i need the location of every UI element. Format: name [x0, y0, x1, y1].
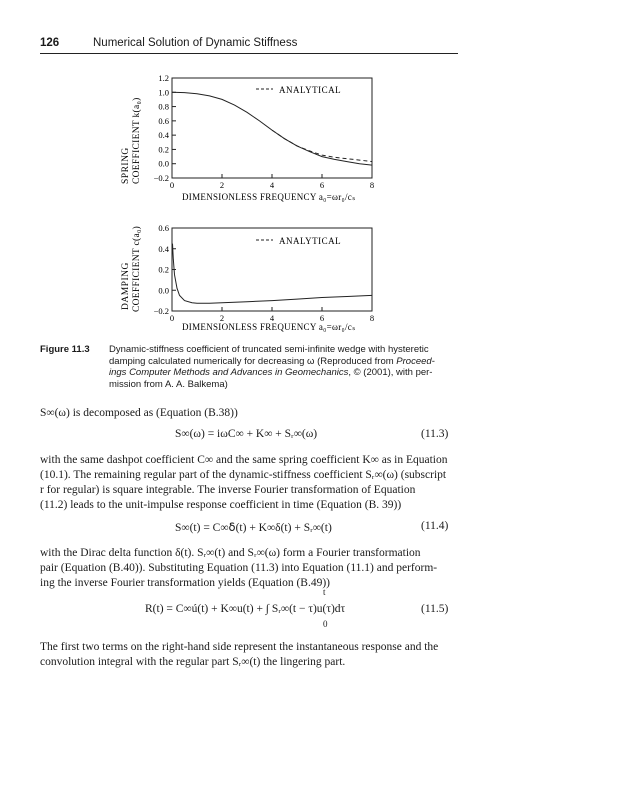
y-tick-label: 0.0	[158, 285, 169, 296]
paragraph-1: S∞(ω) is decomposed as (Equation (B.38))	[40, 407, 238, 419]
y-tick-label: 1.0	[158, 87, 169, 98]
spring-ylabel-line1: SPRING	[121, 147, 131, 184]
damping-coefficient-chart	[100, 220, 400, 335]
spring-plot-frame	[172, 78, 372, 178]
paragraph-4	[40, 640, 460, 670]
x-tick-label: 0	[169, 313, 175, 323]
spring-legend-label: ANALYTICAL	[279, 85, 342, 95]
x-tick-label: 8	[369, 313, 375, 323]
x-tick-label: 2	[219, 180, 225, 190]
y-tick-label: 0.2	[158, 144, 169, 155]
equation-11-3-number: (11.3)	[421, 428, 449, 440]
x-tick-label: 4	[269, 313, 275, 323]
x-tick-label: 2	[219, 313, 225, 323]
caption-line-3: ings Computer Methods and Advances in Geomechanics, © (2001), with per-	[109, 367, 433, 378]
running-title: Numerical Solution of Dynamic Stiffness	[93, 37, 298, 49]
paragraph-3-line: with the Dirac delta function δ(t). Sᵣ∞(t) and Sᵣ∞(ω) form a Fourier transformation	[40, 547, 421, 559]
x-tick-label: 6	[319, 313, 325, 323]
paragraph-2-line: (11.2) leads to the unit-impulse response coefficient in time (Equation (B. 39))	[40, 499, 402, 511]
y-tick-label: 0.2	[158, 264, 169, 275]
paragraph-2-line: with the same dashpot coefficient C∞ and the same spring coefficient K∞ as in Equation	[40, 454, 448, 466]
y-tick-label: −0.2	[153, 173, 169, 183]
equation-11-4-number: (11.4)	[421, 520, 449, 532]
paragraph-3-line: ing the inverse Fourier transformation yields (Equation (B.49))	[40, 577, 330, 589]
figure-caption	[109, 344, 469, 390]
damping-legend-label: ANALYTICAL	[279, 236, 342, 246]
paragraph-3-line: pair (Equation (B.40)). Substituting Equation (11.3) into Equation (11.1) and perform-	[40, 562, 438, 574]
y-tick-label: 1.2	[158, 73, 169, 83]
y-tick-label: 0.6	[158, 223, 169, 233]
spring-numerical-line	[172, 92, 372, 165]
equation-11-5-number: (11.5)	[421, 603, 449, 615]
spring-coefficient-chart	[100, 70, 400, 220]
y-tick-label: 0.6	[158, 115, 169, 126]
y-tick-label: 0.4	[158, 243, 169, 254]
equation-11-4: S∞(t) = C∞ẟ(t) + K∞δ(t) + Sᵣ∞(t)	[175, 522, 332, 534]
equation-11-5: R(t) = C∞ú(t) + K∞u(t) + ∫ Sᵣ∞(t − τ)u(τ)dτ	[145, 603, 346, 615]
figure-caption-label: Figure 11.3	[40, 344, 90, 355]
spring-ylabel-line2: COEFFICIENT k(a₀)	[132, 97, 142, 184]
damping-ylabel-line1: DAMPING	[121, 262, 131, 310]
damping-ylabel-line2: COEFFICIENT c(a₀)	[132, 225, 142, 312]
equation-11-5-lower-limit: 0	[323, 619, 328, 629]
x-tick-label: 8	[369, 180, 375, 190]
header-rule	[40, 53, 458, 54]
page-number: 126	[40, 37, 60, 49]
x-tick-label: 4	[269, 180, 275, 190]
paragraph-4-line: The first two terms on the right-hand side represent the instantaneous response and the	[40, 641, 439, 653]
damping-xlabel: DIMENSIONLESS FREQUENCY a₀=ωr₀/cₛ	[182, 322, 356, 332]
y-tick-label: 0.4	[158, 130, 169, 141]
x-tick-label: 6	[319, 180, 325, 190]
paragraph-2-line: (10.1). The remaining regular part of the dynamic-stiffness coefficient Sᵣ∞(ω) (subscript	[40, 469, 447, 481]
paragraph-4-line: convolution integral with the regular part Sᵣ∞(t) the lingering part.	[40, 656, 346, 668]
x-tick-label: 0	[169, 180, 175, 190]
caption-line-1: Dynamic-stiffness coefficient of truncated semi-infinite wedge with hysteretic	[109, 344, 429, 355]
damping-numerical-line	[173, 244, 373, 304]
caption-line-2: damping calculated numerically for decreasing ω (Reproduced from Proceed-	[109, 355, 435, 367]
paragraph-3	[40, 546, 460, 591]
paragraph-2-line: r for regular) is square integrable. The inverse Fourier transformation of Equation	[40, 484, 416, 496]
y-tick-label: −0.2	[153, 306, 169, 316]
y-tick-label: 0.8	[158, 101, 169, 112]
equation-11-5-upper-limit: t	[323, 587, 326, 597]
paragraph-2	[40, 453, 460, 513]
spring-xlabel: DIMENSIONLESS FREQUENCY a₀=ωr₀/cₛ	[182, 192, 356, 202]
y-tick-label: 0.0	[158, 158, 169, 169]
equation-11-3: S∞(ω) = iωC∞ + K∞ + Sᵣ∞(ω)	[175, 428, 318, 440]
caption-line-4: mission from A. A. Balkema)	[109, 378, 228, 390]
